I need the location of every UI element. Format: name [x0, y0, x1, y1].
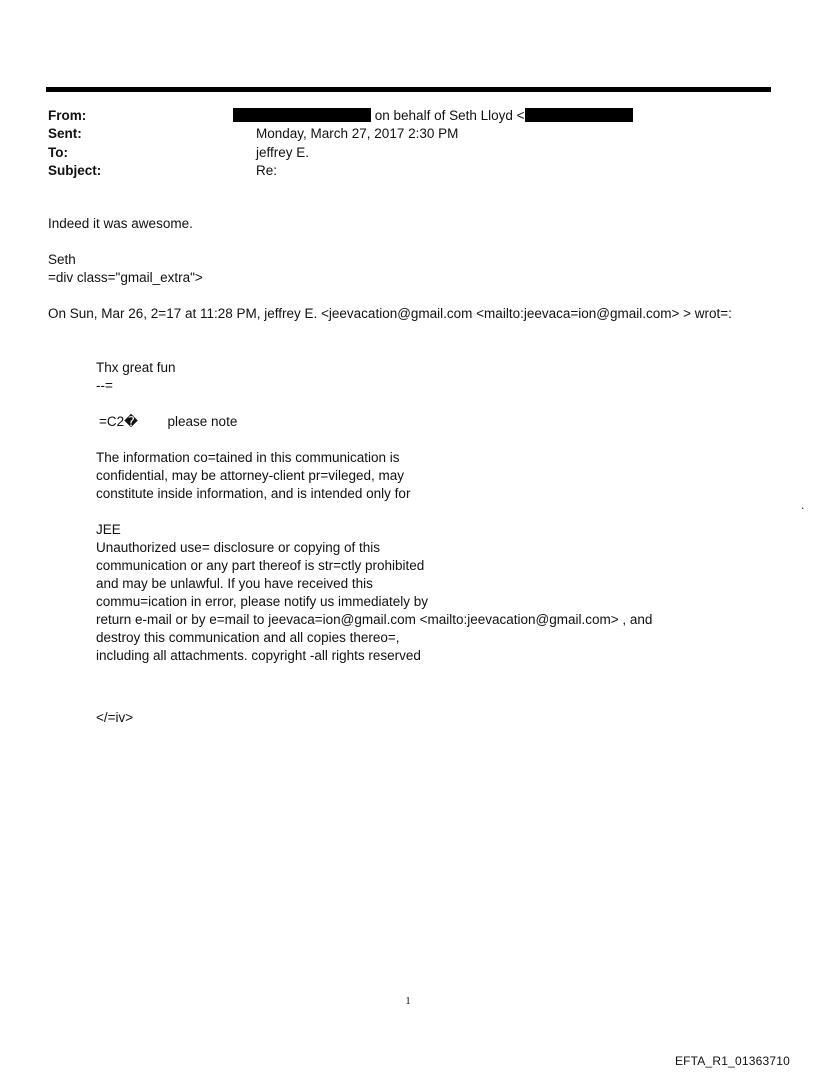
bates-number: EFTA_R1_01363710 [674, 1054, 790, 1068]
paragraph-line: communication or any part thereof is str=ctly prohibited [96, 558, 425, 573]
sent-label: Sent: [48, 126, 82, 141]
paragraph-line: return e-mail or by e=mail to jeevaca=ion@gmail.com <mailto:jeevacation@gmail.com> , and [96, 612, 653, 627]
closing-artifact: </=iv> [96, 710, 134, 725]
quoted-message [96, 359, 176, 395]
quote-header [48, 305, 732, 323]
paragraph-line: commu=ication in error, please notify us immediately by [96, 594, 429, 609]
paragraph-line: constitute inside information, and is intended only for [96, 486, 411, 501]
header-rule [46, 87, 771, 92]
note-text: please note [167, 414, 238, 429]
paragraph-line: The information co=tained in this communication is [96, 450, 400, 465]
stray-mark: . [801, 498, 805, 512]
paragraph-line: including all attachments. copyright -all rights reserved [96, 648, 421, 663]
note-line [99, 413, 237, 431]
quoted-line: --= [96, 378, 113, 393]
paragraph-line: Unauthorized use= disclosure or copying of this [96, 540, 381, 555]
signature: Seth [48, 252, 76, 267]
quote-attribution: On Sun, Mar 26, 2=17 at 11:28 PM, jeffrey E. <jeevacation@gmail.com <mailto:jeevaca=ion@gmail.com> > wrot=: [48, 306, 732, 321]
encoding-artifact: =C2� [99, 414, 138, 429]
subject-label: Subject: [48, 163, 102, 178]
signature-block [48, 251, 203, 287]
body-line: Indeed it was awesome. [48, 216, 193, 231]
paragraph-line: and may be unlawful. If you have received this [96, 576, 373, 591]
message-body [48, 215, 193, 233]
sent-value: Monday, March 27, 2017 2:30 PM [256, 126, 459, 141]
disclaimer-paragraph [96, 521, 652, 665]
from-label: From: [48, 108, 87, 123]
closing-tag-line [96, 709, 133, 727]
redaction-block [233, 108, 371, 122]
to-label: To: [48, 145, 68, 160]
jee-line: JEE [96, 522, 121, 537]
from-value [233, 107, 633, 125]
div-artifact-line: =div class="gmail_extra"> [48, 270, 203, 285]
subject-value: Re: [256, 163, 278, 178]
redaction-block [525, 108, 633, 122]
to-value: jeffrey E. [256, 145, 310, 160]
confidentiality-paragraph [96, 449, 410, 503]
paragraph-line: confidential, may be attorney-client pr=vileged, may [96, 468, 405, 483]
paragraph-line: destroy this communication and all copies thereo=, [96, 630, 400, 645]
page-number: 1 [405, 995, 411, 1007]
from-text: on behalf of Seth Lloyd < [374, 108, 525, 123]
quoted-line: Thx great fun [96, 360, 176, 375]
